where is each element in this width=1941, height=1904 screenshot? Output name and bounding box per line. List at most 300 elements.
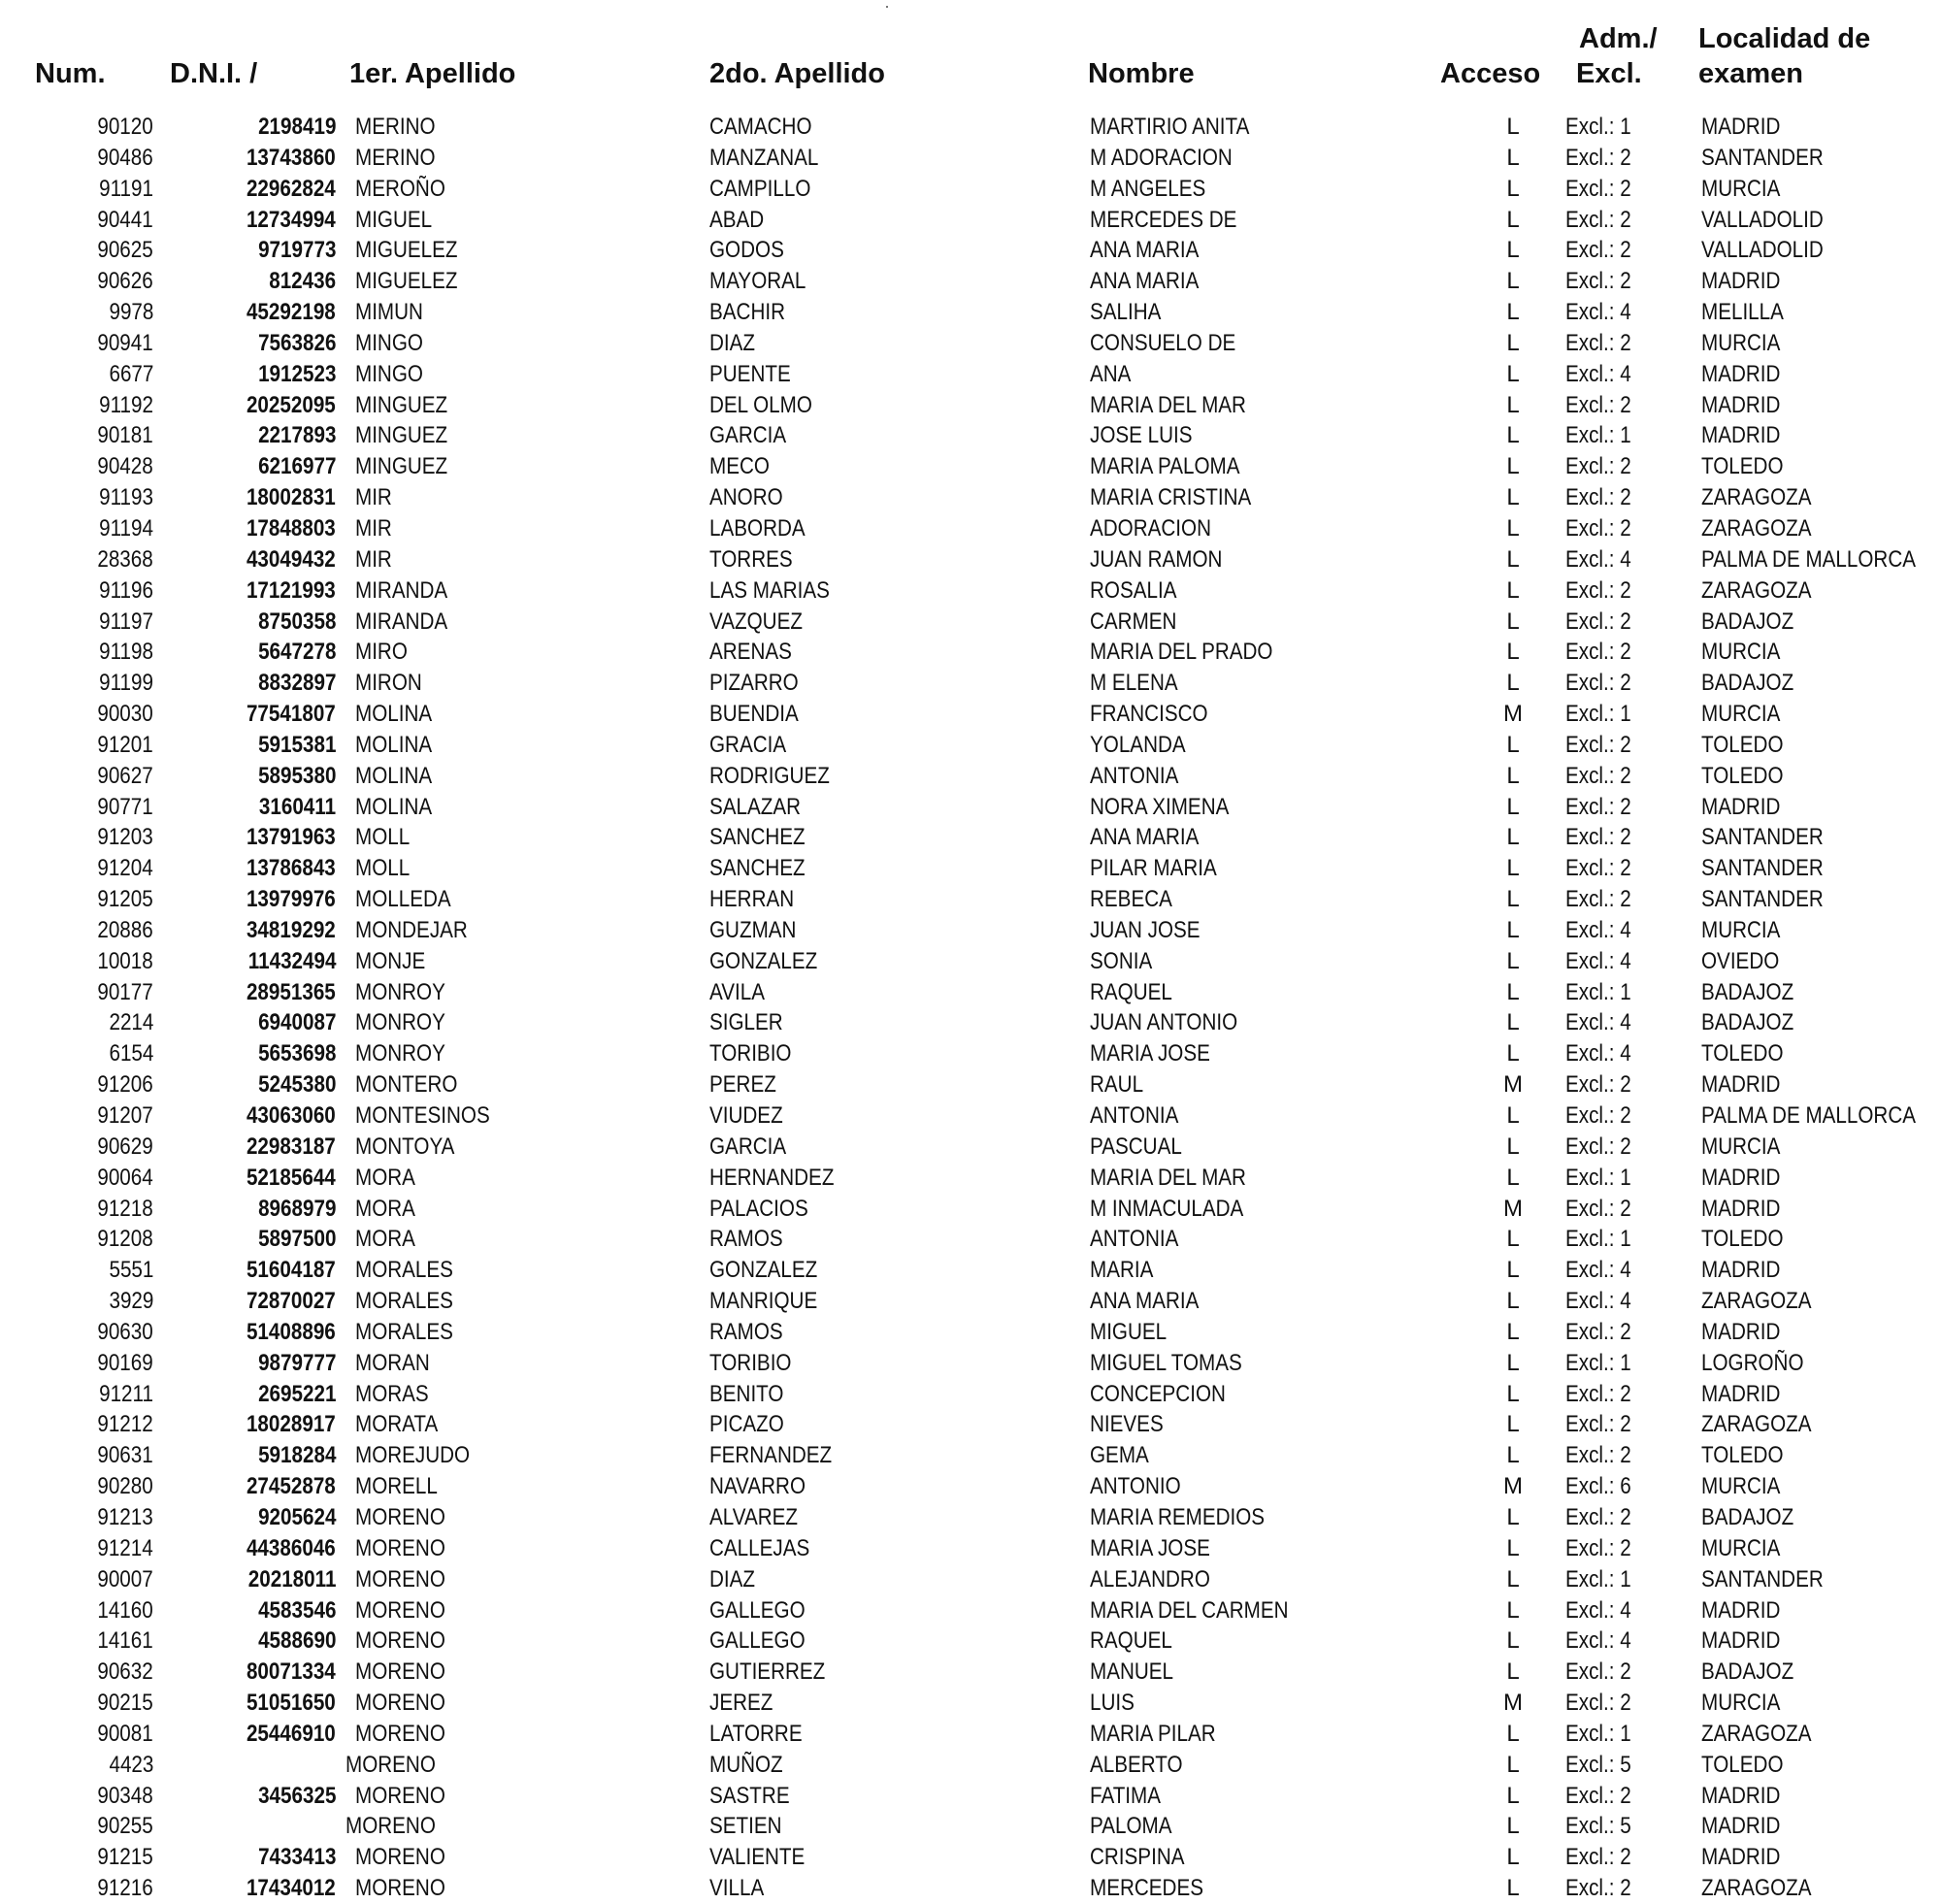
cell-nombre-text: YOLANDA [1090, 731, 1186, 758]
cell-localidad-text: MURCIA [1701, 916, 1781, 943]
cell-acceso [1502, 1348, 1524, 1379]
cell-adm-excl-text: Excl.: 4 [1565, 360, 1631, 387]
cell-acceso-text: L [1506, 978, 1520, 1005]
cell-num [39, 1657, 153, 1688]
cell-dni [165, 1409, 336, 1440]
cell-apellido1-text: MINGUEZ [355, 422, 448, 449]
cell-localidad-text: MURCIA [1701, 1473, 1781, 1500]
cell-num [39, 792, 153, 823]
cell-adm-excl [1565, 1194, 1642, 1225]
table-row [0, 1317, 1941, 1348]
cell-num [39, 884, 153, 915]
cell-apellido1 [355, 1348, 442, 1379]
cell-apellido2 [709, 884, 807, 915]
cell-acceso [1502, 420, 1524, 451]
cell-localidad-text: MURCIA [1701, 701, 1781, 728]
cell-apellido1-text: MONROY [355, 978, 445, 1005]
cell-apellido2-text: RODRIGUEZ [709, 762, 830, 789]
cell-apellido1 [355, 1440, 488, 1471]
cell-dni-text: 6940087 [257, 1009, 336, 1036]
cell-localidad-text: MADRID [1701, 1782, 1781, 1809]
cell-dni [165, 1625, 336, 1657]
cell-num [39, 1688, 153, 1719]
cell-apellido1-text: MORENO [345, 1813, 436, 1840]
table-row [0, 1688, 1941, 1719]
cell-adm-excl [1565, 1007, 1642, 1038]
cell-apellido2-text: GODOS [709, 237, 784, 264]
cell-apellido1 [355, 266, 475, 297]
cell-adm-excl-text: Excl.: 1 [1565, 978, 1631, 1005]
table-row [0, 607, 1941, 638]
cell-num-text: 14160 [97, 1596, 153, 1624]
cell-nombre-text: PASCUAL [1090, 1133, 1182, 1160]
cell-dni-text: 2695221 [257, 1380, 336, 1407]
cell-apellido2-text: CAMACHO [709, 114, 812, 140]
cell-apellido1-text: MIR [355, 484, 392, 511]
cell-apellido2 [709, 1038, 805, 1069]
cell-num-text: 20886 [97, 916, 153, 943]
cell-num-text: 90177 [97, 978, 153, 1005]
cell-dni-text: 18028917 [247, 1411, 336, 1438]
cell-localidad-text: MADRID [1701, 1813, 1781, 1840]
cell-nombre-text: JUAN ANTONIO [1090, 1009, 1238, 1036]
cell-adm-excl-text: Excl.: 2 [1565, 268, 1631, 295]
cell-dni-text: 28951365 [247, 978, 336, 1005]
cell-apellido2-text: DEL OLMO [709, 391, 812, 418]
cell-acceso-text: L [1506, 1627, 1520, 1655]
cell-adm-excl-text: Excl.: 2 [1565, 144, 1631, 171]
cell-apellido1 [355, 1564, 460, 1595]
cell-localidad [1701, 1194, 1793, 1225]
cell-dni-text: 8750358 [257, 607, 336, 635]
cell-num [39, 853, 153, 884]
cell-adm-excl [1565, 1657, 1642, 1688]
cell-apellido1-text: MOLLEDA [355, 886, 451, 913]
table-row [0, 1471, 1941, 1502]
cell-apellido2-text: SANCHEZ [709, 855, 806, 882]
cell-localidad-text: MADRID [1701, 1380, 1781, 1407]
cell-dni [165, 1348, 336, 1379]
cell-num-text: 91218 [97, 1195, 153, 1222]
cell-apellido1-text: MORA [355, 1164, 415, 1191]
cell-nombre [1090, 544, 1244, 575]
cell-apellido1 [355, 174, 460, 205]
cell-adm-excl-text: Excl.: 2 [1565, 1380, 1631, 1407]
cell-nombre [1090, 482, 1277, 513]
cell-adm-excl [1565, 1379, 1642, 1410]
cell-localidad [1701, 1440, 1796, 1471]
cell-apellido1-text: MORENO [355, 1720, 445, 1747]
cell-apellido1 [355, 915, 486, 946]
table-row [0, 1132, 1941, 1163]
cell-adm-excl-text: Excl.: 4 [1565, 916, 1631, 943]
cell-nombre-text: MIGUEL TOMAS [1090, 1349, 1242, 1376]
cell-dni [165, 730, 336, 761]
cell-apellido1 [355, 637, 416, 668]
cell-apellido2-text: PUENTE [709, 360, 791, 387]
table-row [0, 1533, 1941, 1564]
cell-nombre [1090, 143, 1256, 174]
cell-adm-excl [1565, 1471, 1642, 1502]
cell-acceso [1502, 544, 1524, 575]
cell-dni [165, 1286, 336, 1317]
cell-apellido1 [355, 699, 444, 730]
cell-adm-excl-text: Excl.: 1 [1565, 422, 1631, 449]
cell-apellido2 [709, 451, 779, 482]
table-row [0, 884, 1941, 915]
cell-num [39, 1379, 153, 1410]
cell-num-text: 91216 [97, 1875, 153, 1902]
cell-dni-text: 4583546 [257, 1596, 336, 1624]
cell-dni [165, 328, 336, 359]
cell-apellido1 [355, 792, 444, 823]
cell-num [39, 1502, 153, 1533]
cell-num-text: 28368 [97, 545, 153, 573]
cell-dni-text: 27452878 [247, 1473, 336, 1500]
table-row [0, 297, 1941, 328]
cell-dni [165, 174, 336, 205]
cell-localidad [1701, 544, 1941, 575]
table-row [0, 1750, 1941, 1781]
cell-acceso-text: L [1506, 1226, 1520, 1253]
cell-apellido2 [709, 1873, 773, 1904]
cell-adm-excl-text: Excl.: 4 [1565, 1596, 1631, 1624]
cell-nombre-text: ANA MARIA [1090, 824, 1200, 851]
cell-acceso [1502, 205, 1524, 236]
cell-dni [165, 513, 336, 544]
cell-apellido2-text: VILLA [709, 1875, 765, 1902]
cell-localidad [1701, 607, 1809, 638]
cell-dni-text: 2198419 [257, 114, 336, 140]
cell-adm-excl-text: Excl.: 2 [1565, 1071, 1631, 1099]
cell-adm-excl-text: Excl.: 2 [1565, 762, 1631, 789]
cell-acceso [1502, 297, 1524, 328]
cell-nombre-text: MIGUEL [1090, 1318, 1168, 1345]
cell-acceso [1502, 730, 1524, 761]
cell-num-text: 90630 [97, 1318, 153, 1345]
cell-apellido2-text: GONZALEZ [709, 1257, 818, 1284]
cell-localidad-text: MADRID [1701, 1195, 1781, 1222]
cell-acceso [1502, 853, 1524, 884]
cell-dni-text: 1912523 [257, 360, 336, 387]
cell-dni [165, 1688, 336, 1719]
cell-dni-text: 44386046 [247, 1534, 336, 1561]
table-row [0, 637, 1941, 668]
table-body [0, 112, 1941, 1904]
cell-acceso [1502, 668, 1524, 699]
cell-apellido2-text: BENITO [709, 1380, 784, 1407]
cell-apellido2-text: SIGLER [709, 1009, 783, 1036]
cell-acceso-text: L [1506, 1565, 1520, 1592]
cell-num [39, 977, 153, 1008]
cell-apellido1-text: MINGO [355, 329, 423, 356]
cell-acceso-text: L [1506, 1751, 1520, 1778]
cell-apellido2 [709, 1348, 805, 1379]
cell-acceso-text: M [1503, 701, 1523, 728]
cell-apellido1-text: MORENO [355, 1782, 445, 1809]
cell-apellido1-text: MINGUEZ [355, 391, 448, 418]
cell-adm-excl-text: Excl.: 1 [1565, 1565, 1631, 1592]
cell-dni-text: 7563826 [257, 329, 336, 356]
cell-num-text: 90771 [97, 793, 153, 820]
cell-acceso-text: L [1506, 1102, 1520, 1129]
cell-localidad [1701, 1255, 1793, 1286]
header-num: Num. [35, 58, 106, 89]
cell-localidad [1701, 482, 1829, 513]
cell-dni-text: 5918284 [257, 1442, 336, 1469]
cell-num-text: 91215 [97, 1844, 153, 1871]
table-row [0, 1842, 1941, 1873]
table-row [0, 482, 1941, 513]
cell-apellido2 [709, 668, 813, 699]
cell-num-text: 90627 [97, 762, 153, 789]
cell-localidad-text: MURCIA [1701, 639, 1781, 666]
cell-dni [165, 1811, 336, 1842]
cell-adm-excl-text: Excl.: 2 [1565, 453, 1631, 480]
cell-apellido1-text: MORENO [355, 1627, 445, 1655]
cell-adm-excl-text: Excl.: 2 [1565, 1690, 1631, 1717]
cell-apellido2-text: TORRES [709, 545, 793, 573]
cell-dni [165, 637, 336, 668]
cell-apellido1-text: MOLINA [355, 701, 433, 728]
cell-apellido1-text: MIRANDA [355, 607, 448, 635]
cell-dni [165, 297, 336, 328]
cell-num [39, 1163, 153, 1194]
cell-localidad-text: SANTANDER [1701, 824, 1824, 851]
cell-num-text: 91211 [99, 1380, 153, 1407]
cell-num [39, 1595, 153, 1626]
cell-acceso [1502, 1719, 1524, 1750]
cell-localidad [1701, 1502, 1809, 1533]
table-row [0, 1255, 1941, 1286]
cell-dni-text: 5245380 [257, 1071, 336, 1099]
cell-nombre-text: MARIA DEL PRADO [1090, 639, 1273, 666]
cell-dni [165, 915, 336, 946]
cell-apellido1 [355, 1657, 460, 1688]
cell-apellido2-text: MECO [709, 453, 770, 480]
table-row [0, 1781, 1941, 1812]
cell-num-text: 91205 [97, 886, 153, 913]
cell-localidad-text: ZARAGOZA [1701, 1411, 1812, 1438]
cell-dni-text: 17121993 [247, 576, 336, 604]
cell-nombre [1090, 1625, 1186, 1657]
cell-dni [165, 1379, 336, 1410]
cell-apellido1 [355, 390, 463, 421]
cell-adm-excl-text: Excl.: 2 [1565, 1844, 1631, 1871]
cell-nombre-text: JUAN RAMON [1090, 545, 1223, 573]
cell-apellido2 [709, 946, 835, 977]
table-row [0, 1286, 1941, 1317]
cell-num [39, 1038, 153, 1069]
cell-apellido2 [709, 822, 821, 853]
cell-num [39, 174, 153, 205]
cell-apellido1-text: MIMUN [355, 299, 423, 326]
cell-localidad [1701, 1163, 1793, 1194]
cell-apellido2-text: ARENAS [709, 639, 792, 666]
cell-adm-excl [1565, 637, 1642, 668]
cell-acceso-text: L [1506, 268, 1520, 295]
cell-apellido2 [709, 1688, 783, 1719]
cell-acceso [1502, 637, 1524, 668]
cell-apellido2 [709, 1781, 803, 1812]
cell-dni-text: 12734994 [247, 206, 336, 233]
cell-num-text: 91214 [97, 1534, 153, 1561]
cell-nombre-text: MANUEL [1090, 1658, 1174, 1686]
cell-apellido2-text: GARCIA [709, 1133, 787, 1160]
cell-apellido2-text: GALLEGO [709, 1627, 806, 1655]
cell-dni-text: 9205624 [257, 1503, 336, 1530]
cell-apellido2 [709, 1007, 795, 1038]
table-row [0, 1224, 1941, 1255]
cell-dni-text: 7433413 [257, 1844, 336, 1871]
cell-num-text: 91203 [97, 824, 153, 851]
cell-acceso [1502, 1471, 1524, 1502]
cell-num-text: 90215 [97, 1690, 153, 1717]
cell-localidad-text: MADRID [1701, 793, 1781, 820]
cell-dni-text: 20218011 [247, 1565, 336, 1592]
cell-apellido1 [355, 1842, 460, 1873]
cell-num [39, 451, 153, 482]
cell-acceso [1502, 1409, 1524, 1440]
cell-num [39, 1194, 153, 1225]
cell-adm-excl-text: Excl.: 6 [1565, 1473, 1631, 1500]
cell-apellido1-text: MONDEJAR [355, 916, 468, 943]
cell-adm-excl-text: Excl.: 1 [1565, 1720, 1631, 1747]
cell-adm-excl [1565, 143, 1642, 174]
cell-nombre [1090, 390, 1271, 421]
cell-dni [165, 1533, 336, 1564]
cell-adm-excl-text: Excl.: 2 [1565, 824, 1631, 851]
cell-dni-text: 17848803 [247, 514, 336, 542]
table-row [0, 1038, 1941, 1069]
cell-apellido2-text: JEREZ [709, 1690, 773, 1717]
cell-num-text: 90169 [97, 1349, 153, 1376]
cell-adm-excl-text: Excl.: 4 [1565, 947, 1631, 974]
cell-apellido2 [709, 359, 804, 390]
cell-nombre-text: SONIA [1090, 947, 1153, 974]
cell-localidad [1701, 792, 1793, 823]
cell-acceso-text: L [1506, 1813, 1520, 1840]
table-row [0, 205, 1941, 236]
cell-apellido1 [355, 946, 437, 977]
cell-acceso [1502, 575, 1524, 607]
cell-adm-excl [1565, 544, 1642, 575]
cell-localidad-text: ZARAGOZA [1701, 1720, 1812, 1747]
cell-localidad [1701, 1379, 1793, 1410]
cell-adm-excl-text: Excl.: 1 [1565, 1349, 1631, 1376]
cell-num [39, 1564, 153, 1595]
cell-num [39, 1842, 153, 1873]
cell-localidad-text: SANTANDER [1701, 855, 1824, 882]
cell-apellido2-text: RAMOS [709, 1226, 783, 1253]
cell-num [39, 1132, 153, 1163]
cell-localidad [1701, 853, 1843, 884]
cell-acceso [1502, 1873, 1524, 1904]
cell-acceso-text: L [1506, 237, 1520, 264]
cell-nombre [1090, 1163, 1271, 1194]
cell-dni [165, 1440, 336, 1471]
cell-nombre [1090, 297, 1172, 328]
cell-localidad-text: SANTANDER [1701, 144, 1824, 171]
cell-acceso [1502, 1038, 1524, 1069]
cell-localidad [1701, 1317, 1793, 1348]
cell-apellido2-text: SASTRE [709, 1782, 790, 1809]
cell-dni [165, 761, 336, 792]
cell-acceso-text: L [1506, 453, 1520, 480]
cell-apellido1-text: MIGUEL [355, 206, 433, 233]
cell-apellido1 [355, 1409, 451, 1440]
cell-localidad-text: BADAJOZ [1701, 978, 1794, 1005]
cell-acceso-text: L [1506, 639, 1520, 666]
cell-acceso-text: L [1506, 762, 1520, 789]
cell-nombre [1090, 1564, 1230, 1595]
cell-apellido1-text: MONTESINOS [355, 1102, 490, 1129]
cell-adm-excl [1565, 1502, 1642, 1533]
header-adm-bottom: Excl. [1576, 58, 1642, 89]
cell-nombre [1090, 1348, 1267, 1379]
cell-adm-excl-text: Excl.: 2 [1565, 1133, 1631, 1160]
cell-acceso-text: L [1506, 1596, 1520, 1624]
cell-localidad [1701, 174, 1793, 205]
cell-dni-text: 13743860 [247, 144, 336, 171]
cell-localidad-text: TOLEDO [1701, 1751, 1784, 1778]
cell-localidad [1701, 420, 1793, 451]
cell-num-text: 91198 [99, 639, 153, 666]
cell-apellido2-text: ABAD [709, 206, 765, 233]
cell-apellido2 [709, 1719, 817, 1750]
cell-localidad-text: MADRID [1701, 1257, 1781, 1284]
cell-adm-excl [1565, 1224, 1642, 1255]
cell-localidad [1701, 1533, 1793, 1564]
cell-acceso-text: M [1503, 1195, 1523, 1222]
table-row [0, 1625, 1941, 1657]
cell-nombre [1090, 266, 1217, 297]
cell-adm-excl [1565, 297, 1642, 328]
cell-localidad-text: ZARAGOZA [1701, 1875, 1812, 1902]
cell-apellido2 [709, 1625, 821, 1657]
cell-acceso [1502, 1440, 1524, 1471]
cell-localidad [1701, 143, 1843, 174]
cell-nombre [1090, 915, 1218, 946]
cell-acceso [1502, 112, 1524, 143]
cell-apellido1-text: MIRO [355, 639, 408, 666]
cell-apellido2 [709, 1564, 763, 1595]
cell-nombre [1090, 699, 1227, 730]
cell-localidad-text: MADRID [1701, 1844, 1781, 1871]
cell-localidad-text: MADRID [1701, 268, 1781, 295]
cell-dni [165, 792, 336, 823]
cell-nombre-text: NORA XIMENA [1090, 793, 1230, 820]
cell-num-text: 90064 [97, 1164, 153, 1191]
cell-dni-text: 5895380 [257, 762, 336, 789]
cell-nombre [1090, 575, 1191, 607]
cell-apellido1 [355, 1471, 451, 1502]
cell-acceso-text: L [1506, 1257, 1520, 1284]
cell-dni-text: 4588690 [257, 1627, 336, 1655]
cell-num-text: 91192 [99, 391, 153, 418]
cell-adm-excl-text: Excl.: 2 [1565, 670, 1631, 697]
table-row [0, 1657, 1941, 1688]
cell-apellido1 [355, 1100, 511, 1132]
cell-nombre-text: CONSUELO DE [1090, 329, 1236, 356]
cell-apellido1 [355, 359, 434, 390]
cell-localidad-text: TOLEDO [1701, 1442, 1784, 1469]
cell-acceso [1502, 1595, 1524, 1626]
cell-acceso-text: L [1506, 1720, 1520, 1747]
cell-num [39, 328, 153, 359]
cell-adm-excl [1565, 1564, 1642, 1595]
cell-nombre [1090, 112, 1275, 143]
